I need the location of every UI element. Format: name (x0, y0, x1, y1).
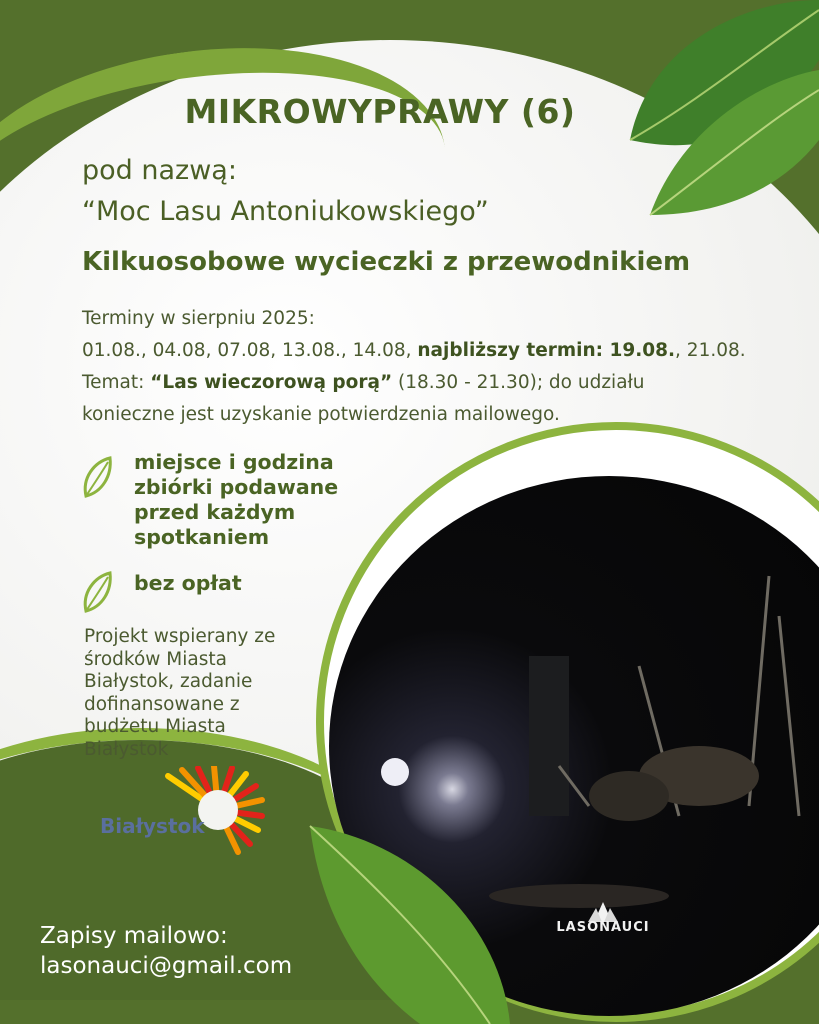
leaf-icon (80, 456, 114, 500)
project-note: Projekt wspierany ze środków Miasta Białystok, zadanie dofinansowane z budżetu Miasta Białystok (84, 626, 276, 760)
signup-email-link[interactable]: lasonauci@gmail.com (40, 953, 293, 979)
leaf-icon (80, 571, 114, 615)
subtitle: pod nazwą: (82, 155, 237, 186)
schedule-note: konieczne jest uzyskanie potwierdzenia mailowego. (82, 404, 560, 425)
page-title: MIKROWYPRAWY (6) (184, 92, 576, 131)
signup-label: Zapisy mailowo: (40, 923, 228, 949)
leaf-decoration-icon (300, 820, 520, 1024)
logo-rays-icon (100, 766, 270, 856)
bialystok-logo (100, 766, 270, 856)
schedule-topic: Temat: “Las wieczorową porą” (18.30 - 21.30); do udziału (82, 372, 645, 393)
lasonauci-logo-icon (588, 902, 618, 922)
logo-text: Białystok (100, 814, 205, 838)
schedule-heading: Terminy w sierpniu 2025: (82, 308, 315, 329)
bullet-text: bez opłat (134, 571, 242, 595)
event-description: Kilkuosobowe wycieczki z przewodnikiem (82, 247, 691, 277)
bullet-item (80, 450, 340, 550)
event-name: “Moc Lasu Antoniukowskiego” (82, 196, 489, 227)
bullet-item (80, 565, 340, 615)
schedule-info (82, 303, 802, 431)
nearest-date: najbliższy termin: 19.08. (417, 340, 676, 361)
topic-title: “Las wieczorową porą” (150, 372, 393, 393)
schedule-dates: 01.08., 04.08, 07.08, 13.08., 14.08, najbliższy termin: 19.08., 21.08. (82, 340, 746, 361)
lasonauci-brand: LASONAUCI (556, 920, 650, 935)
bullet-text: miejsce i godzina zbiórki podawane przed każdym spotkaniem (134, 450, 339, 549)
